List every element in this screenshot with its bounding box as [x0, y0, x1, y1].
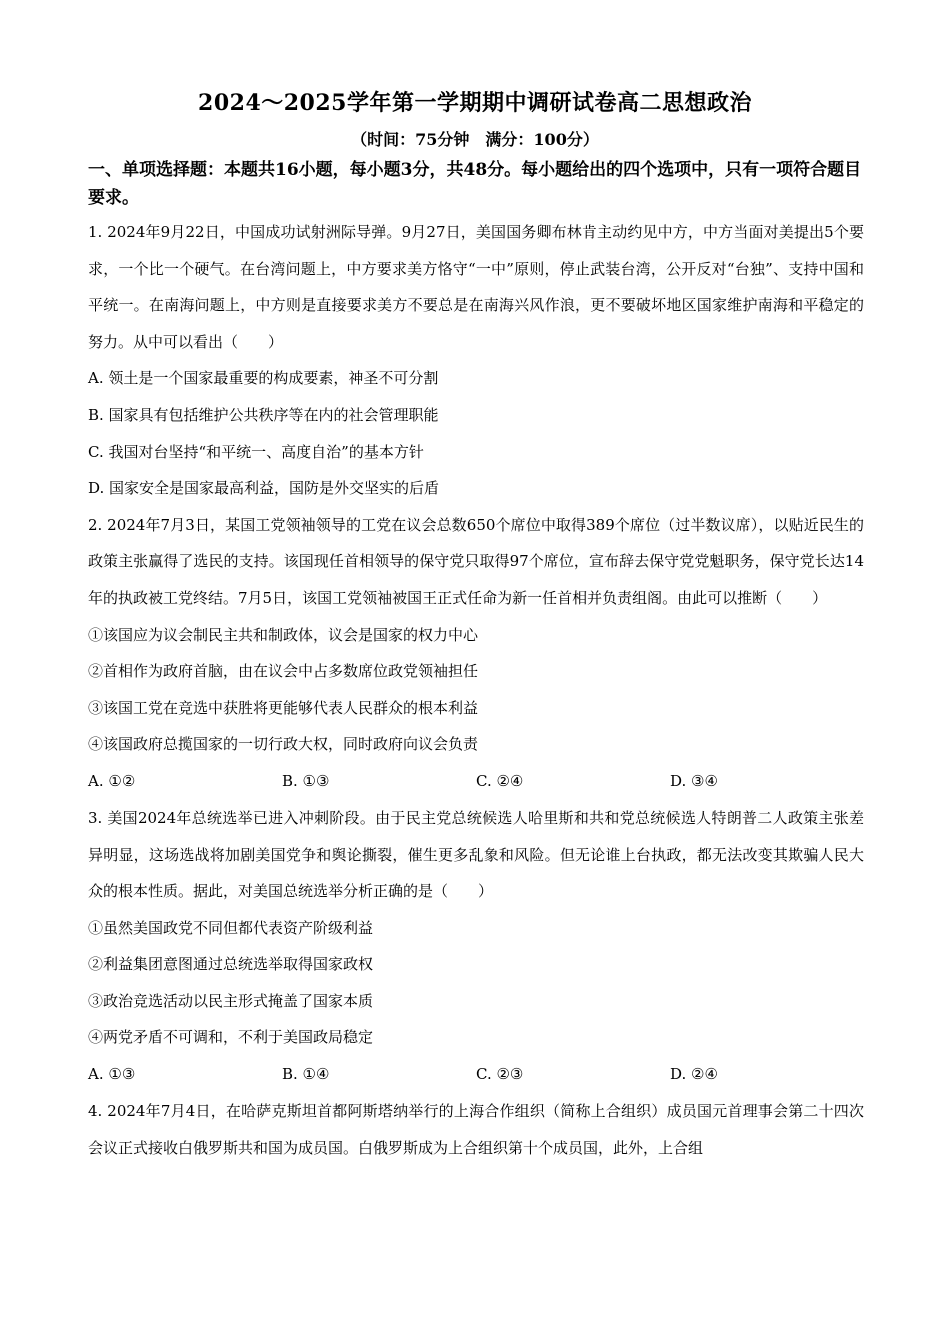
option-c: C. 我国对台坚持“和平统一、高度自治”的基本方针 [88, 442, 424, 461]
option-a: A. 领土是一个国家最重要的构成要素，神圣不可分割 [88, 369, 439, 388]
statement-2: ②首相作为政府首脑，由在议会中占多数席位政党领袖担任 [88, 662, 479, 681]
option-b: B. ①④ [282, 1065, 330, 1084]
options-row [88, 763, 864, 800]
exam-subtitle: （时间：75分钟 满分：100分） [351, 130, 599, 149]
statement-4: ④两党矛盾不可调和，不利于美国政局稳定 [88, 1028, 374, 1047]
option-b: B. 国家具有包括维护公共秩序等在内的社会管理职能 [88, 405, 439, 424]
exam-title: 2024～2025学年第一学期期中调研试卷高二思想政治 [198, 90, 752, 116]
option-a: A. ①② [88, 771, 136, 790]
option-a: A. ①③ [88, 1065, 136, 1084]
option-d: D. 国家安全是国家最高利益，国防是外交坚实的后盾 [88, 479, 440, 498]
statement-3: ③政治竞选活动以民主形式掩盖了国家本质 [88, 991, 374, 1010]
option-c: C. ②③ [476, 1065, 524, 1084]
statement-2: ②利益集团意图通过总统选举取得国家政权 [88, 955, 374, 974]
statement-3: ③该国工党在竞选中获胜将更能够代表人民群众的根本利益 [88, 698, 479, 717]
option-c: C. ②④ [476, 771, 524, 790]
option-d: D. ②④ [670, 1065, 718, 1084]
option-d: D. ③④ [670, 771, 718, 790]
question-stem: 3. 美国2024年总统选举已进入冲刺阶段。由于民主党总统候选人哈里斯和共和党总统候选人特朗普二人政策主张差异明显，这场选战将加剧美国党争和舆论撕裂，催生更多乱象和风险。但无论谁上台执政，都无法改变其欺骗人民大众的根本性质。据此，对美国总统选举分析正确的是（ ） [88, 808, 864, 901]
questions [88, 214, 864, 1166]
options-row [88, 1056, 864, 1093]
option-b: B. ①③ [282, 771, 330, 790]
statement-1: ①虽然美国政党不同但都代表资产阶级利益 [88, 918, 374, 937]
question-4 [88, 1093, 864, 1166]
question-stem: 4. 2024年7月4日，在哈萨克斯坦首都阿斯塔纳举行的上海合作组织（简称上合组织）成员国元首理事会第二十四次会议正式接收白俄罗斯共和国为成员国。白俄罗斯成为上合组织第十个成员国，此外，上合组 [88, 1102, 864, 1157]
question-1 [88, 214, 864, 507]
question-2 [88, 507, 864, 800]
question-3 [88, 800, 864, 1093]
section-heading: 一、单项选择题：本题共16小题，每小题3分，共48分。每小题给出的四个选项中，只有一项符合题目要求。 [88, 160, 862, 208]
question-stem: 1. 2024年9月22日，中国成功试射洲际导弹。9月27日，美国国务卿布林肯主动约见中方，中方当面对美提出5个要求，一个比一个硬气。在台湾问题上，中方要求美方恪守“一中”原则，停止武装台湾，公开反对“台独”、支持中国和平统一。在南海问题上，中方则是直接要求美方不要总是在南海兴风作浪，更不要破坏地区国家维护南海和平稳定的努力。从中可以看出（ ） [88, 223, 864, 351]
question-stem: 2. 2024年7月3日，某国工党领袖领导的工党在议会总数650个席位中取得389个席位（过半数议席），以贴近民生的政策主张赢得了选民的支持。该国现任首相领导的保守党只取得97个席位，宣布辞去保守党党魁职务，保守党长达14年的执政被工党终结。7月5日，该国工党领袖被国王正式任命为新一任首相并负责组阁。由此可以推断（ ） [88, 515, 864, 607]
statement-4: ④该国政府总揽国家的一切行政大权，同时政府向议会负责 [88, 735, 479, 754]
statement-1: ①该国应为议会制民主共和制政体，议会是国家的权力中心 [88, 625, 479, 644]
